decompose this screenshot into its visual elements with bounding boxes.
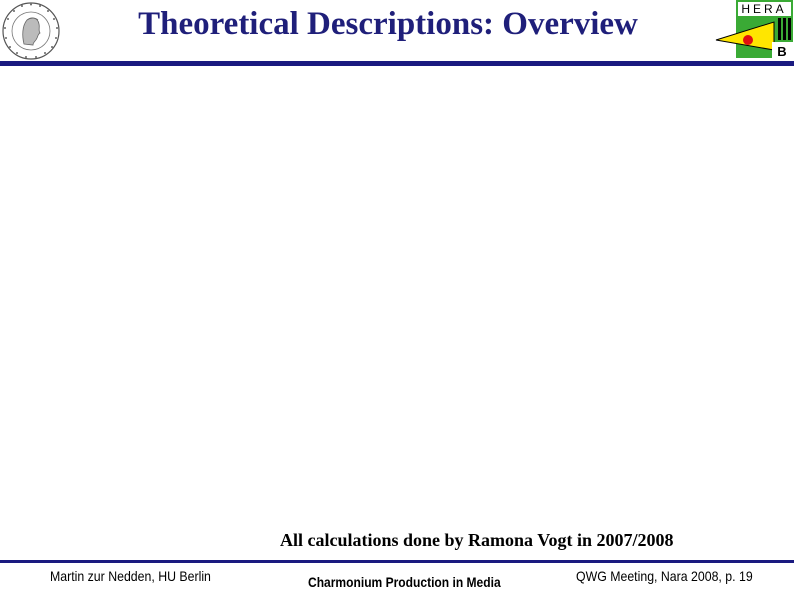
footer-topic: Charmonium Production in Media (308, 574, 501, 590)
svg-text:HERA: HERA (741, 2, 787, 16)
footer-author: Martin zur Nedden, HU Berlin (50, 568, 211, 584)
svg-text:B: B (777, 44, 787, 59)
footer-divider (0, 560, 794, 563)
slide-content-area (0, 70, 794, 520)
footer-meeting-page: QWG Meeting, Nara 2008, p. 19 (576, 568, 753, 584)
header-divider (0, 61, 794, 66)
hera-b-logo (712, 0, 794, 60)
caption-text: All calculations done by Ramona Vogt in 2007/2008 (280, 530, 674, 550)
slide-title: Theoretical Descriptions: Overview (138, 6, 638, 42)
